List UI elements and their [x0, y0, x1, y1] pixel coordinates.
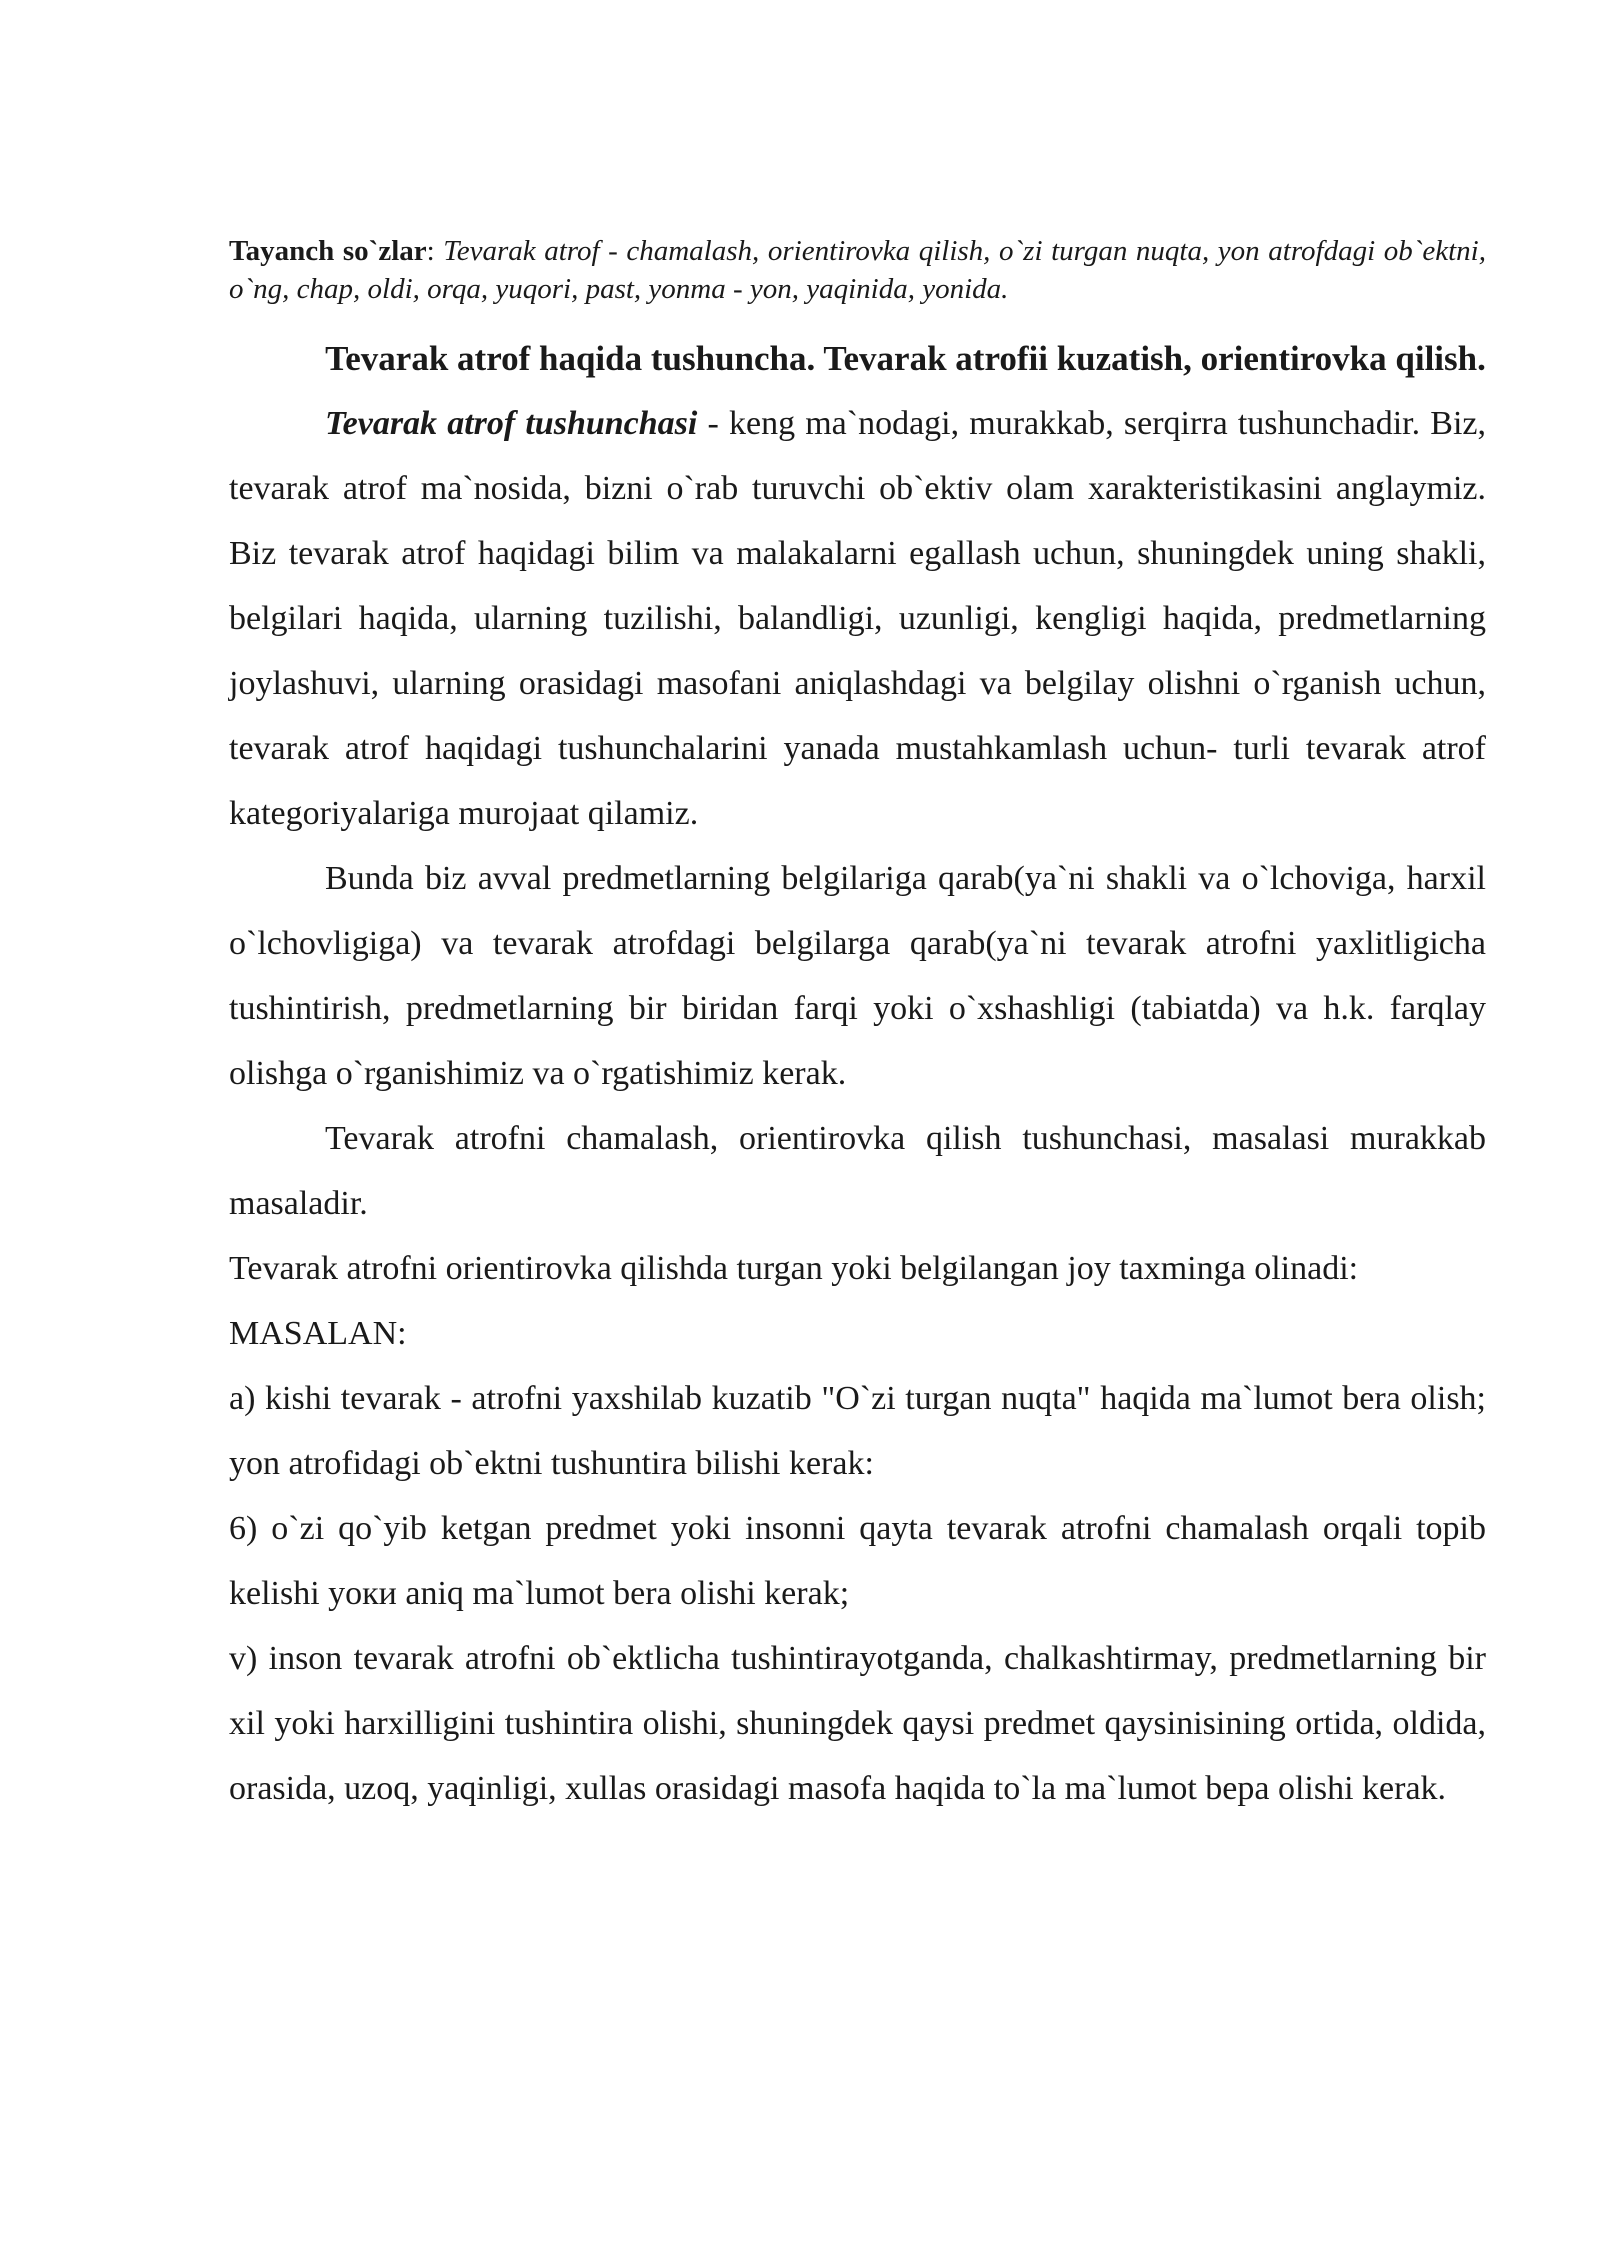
paragraph-lead-term: Tevarak atrof tushunchasi — [325, 405, 698, 442]
section-heading: Tevarak atrof haqida tushuncha. Tevarak atrofii kuzatish, orientirovka qilish. — [325, 339, 1486, 378]
list-item-b: 6) o`zi qo`yib ketgan predmet yoki insonni qayta tevarak atrofni chamalash orqali topib kelishi yoки aniq ma`lumot bera olishi kerak; — [229, 1510, 1486, 1612]
document-page — [229, 232, 1486, 1821]
paragraph-definition — [229, 391, 1486, 846]
list-item-a: a) kishi tevarak - atrofni yaxshilab kuzatib "O`zi turgan nuqta" haqida ma`lumot bera olish; yon atrofidagi ob`ektni tushuntira bilishi kerak: — [229, 1380, 1486, 1482]
keywords-label: Tayanch so`zlar — [229, 235, 427, 267]
paragraph-orientation-concept: Tevarak atrofni chamalash, orientirovka qilish tushunchasi, masalasi murakkab masaladir. — [229, 1120, 1486, 1222]
paragraph-example-label: MASALAN: — [229, 1315, 407, 1352]
paragraph-definition-text: - keng ma`nodagi, murakkab, serqirra tushunchadir. Biz, tevarak atrof ma`nosida, bizni o`rab turuvchi ob`ektiv olam xarakteristikasini anglaymiz. Biz tevarak atrof haqidagi bilim va malakalarni egallash uchun, shuningdek uning shakli, belgilari haqida, ularning tuzilishi, balandligi, uzunligi, kengligi haqida, predmetlarning joylashuvi, ularning orasidagi masofani aniqlashdagi va belgilay olishni o`rganish uchun, tevarak atrof haqidagi tushunchalarini yanada mustahkamlash uchun- turli tevarak atrof kategoriyalariga murojaat qilamiz. — [229, 405, 1486, 832]
keywords-block — [229, 232, 1486, 308]
list-item-v: v) inson tevarak atrofni ob`ektlicha tushintirayotganda, chalkashtirmay, predmetlarning bir xil yoki harxilligini tushintira olishi, shuningdek qaysi predmet qaysinisining ortida, oldida, orasida, uzoq, yaqinligi, xullas orasidagi masofa haqida to`la ma`lumot bepa olishi kerak. — [229, 1640, 1486, 1807]
keywords-text: Tevarak atrof - chamalash, orientirovka qilish, o`zi turgan nuqta, yon atrofdagi ob`ektni, o`ng, chap, oldi, orqa, yuqori, past, yonma - yon, yaqinida, yonida. — [229, 235, 1486, 305]
paragraph-features: Bunda biz avval predmetlarning belgilariga qarab(ya`ni shakli va o`lchoviga, harxil o`lchovligiga) va tevarak atrofdagi belgilarga qarab(ya`ni tevarak atrofni yaxlitligicha tushintirish, predmetlarning bir biridan farqi yoki o`xshashligi (tabiatda) va h.k. farqlay olishga o`rganishimiz va o`rgatishimiz kerak. — [229, 860, 1486, 1092]
paragraph-orientation-place: Tevarak atrofni orientirovka qilishda turgan yoki belgilangan joy taxminga olinadi: — [229, 1250, 1359, 1287]
keywords-separator: : — [426, 235, 444, 267]
